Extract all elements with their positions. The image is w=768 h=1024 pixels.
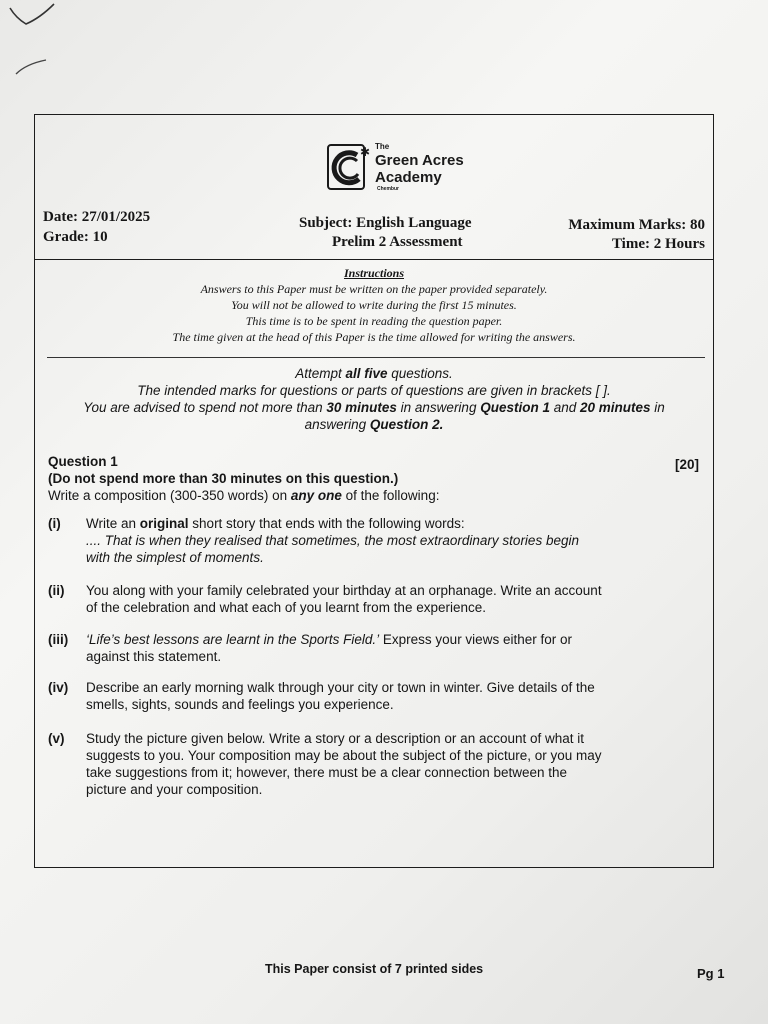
text: take suggestions from it; however, there must be a clear connection between the [86,765,568,780]
option-iv [48,679,678,713]
text: with the simplest of moments. [86,550,264,565]
header-divider [35,259,713,260]
question-1-header [48,453,439,504]
text: smells, sights, sounds and feelings you experience. [86,697,394,712]
instructions-block [35,265,713,345]
instruction-line: Answers to this Paper must be written on the paper provided separately. [200,282,548,296]
text: You are advised to spend not more than [83,400,327,415]
general-instructions [35,365,713,433]
svg-text:✱: ✱ [360,145,371,159]
instructions-divider [47,357,705,358]
text: picture and your composition. [86,782,263,797]
text: The intended marks for questions or parts of questions are given in brackets [ ]. [137,383,611,398]
option-number: (iv) [48,680,69,695]
text: Study the picture given below. Write a story or a description or an account of what it [86,731,585,746]
text-bold: Question 1 [480,400,550,415]
option-i [48,515,678,566]
question-1-marks: [20] [674,457,699,472]
text: answering [304,417,370,432]
school-logo [327,141,477,195]
exam-subject: Subject: English Language [299,215,472,231]
text: Write an [86,516,140,531]
text-bold: all five [345,366,388,381]
question-1-note: (Do not spend more than 30 minutes on this question.) [48,471,399,486]
exam-time: Time: 2 Hours [611,236,705,252]
text: questions. [387,366,453,381]
exam-assessment: Prelim 2 Assessment [332,234,463,250]
text: Express your views either for or [379,632,572,647]
text: short story that ends with the following words: [188,516,465,531]
text: Describe an early morning walk through your city or town in winter. Give details of the [86,680,595,695]
school-logo-icon [327,141,371,193]
option-number: (ii) [48,583,65,598]
option-iii [48,631,678,665]
text-bold: original [139,516,189,531]
text: of the celebration and what each of you learnt from the experience. [86,600,486,615]
page-number: Pg 1 [697,966,725,981]
footer-printed-sides: This Paper consist of 7 printed sides [265,962,484,976]
option-number: (i) [48,516,61,531]
logo-the: The [375,142,390,151]
option-number: (v) [48,731,65,746]
text: and [549,400,580,415]
exam-paper-frame [34,114,714,868]
option-number: (iii) [48,632,69,647]
instruction-line: You will not be allowed to write during the first 15 minutes. [231,298,517,312]
text: Attempt [295,366,346,381]
option-ii [48,582,678,616]
text-italic: ‘Life’s best lessons are learnt in the Sports Field.’ [86,632,380,647]
school-name-line2: Academy [375,169,442,186]
text: of the following: [341,488,440,503]
instruction-line: This time is to be spent in reading the question paper. [245,314,503,328]
text: You along with your family celebrated your birthday at an orphanage. Write an account [86,583,602,598]
exam-grade: Grade: 10 [43,229,108,245]
text-bold: any one [290,488,342,503]
text: Write a composition (300-350 words) on [48,488,291,503]
text: .... That is when they realised that sometimes, the most extraordinary stories begin [86,533,579,548]
text: against this statement. [86,649,222,664]
text: in [650,400,665,415]
school-location: Chembur [377,186,399,192]
text-bold: 30 minutes [326,400,397,415]
text-bold: 20 minutes [580,400,651,415]
instructions-title: Instructions [343,266,405,280]
exam-max-marks: Maximum Marks: 80 [568,217,705,233]
option-v [48,730,678,798]
exam-date: Date: 27/01/2025 [43,209,151,225]
text-bold: Question 2. [369,417,444,432]
school-name-line1: Green Acres [375,152,464,169]
question-1-title: Question 1 [48,454,118,469]
text: in answering [396,400,481,415]
text: suggests to you. Your composition may be about the subject of the picture, or you may [86,748,602,763]
pen-mark [6,0,66,90]
instruction-line: The time given at the head of this Paper is the time allowed for writing the answers. [172,330,576,344]
